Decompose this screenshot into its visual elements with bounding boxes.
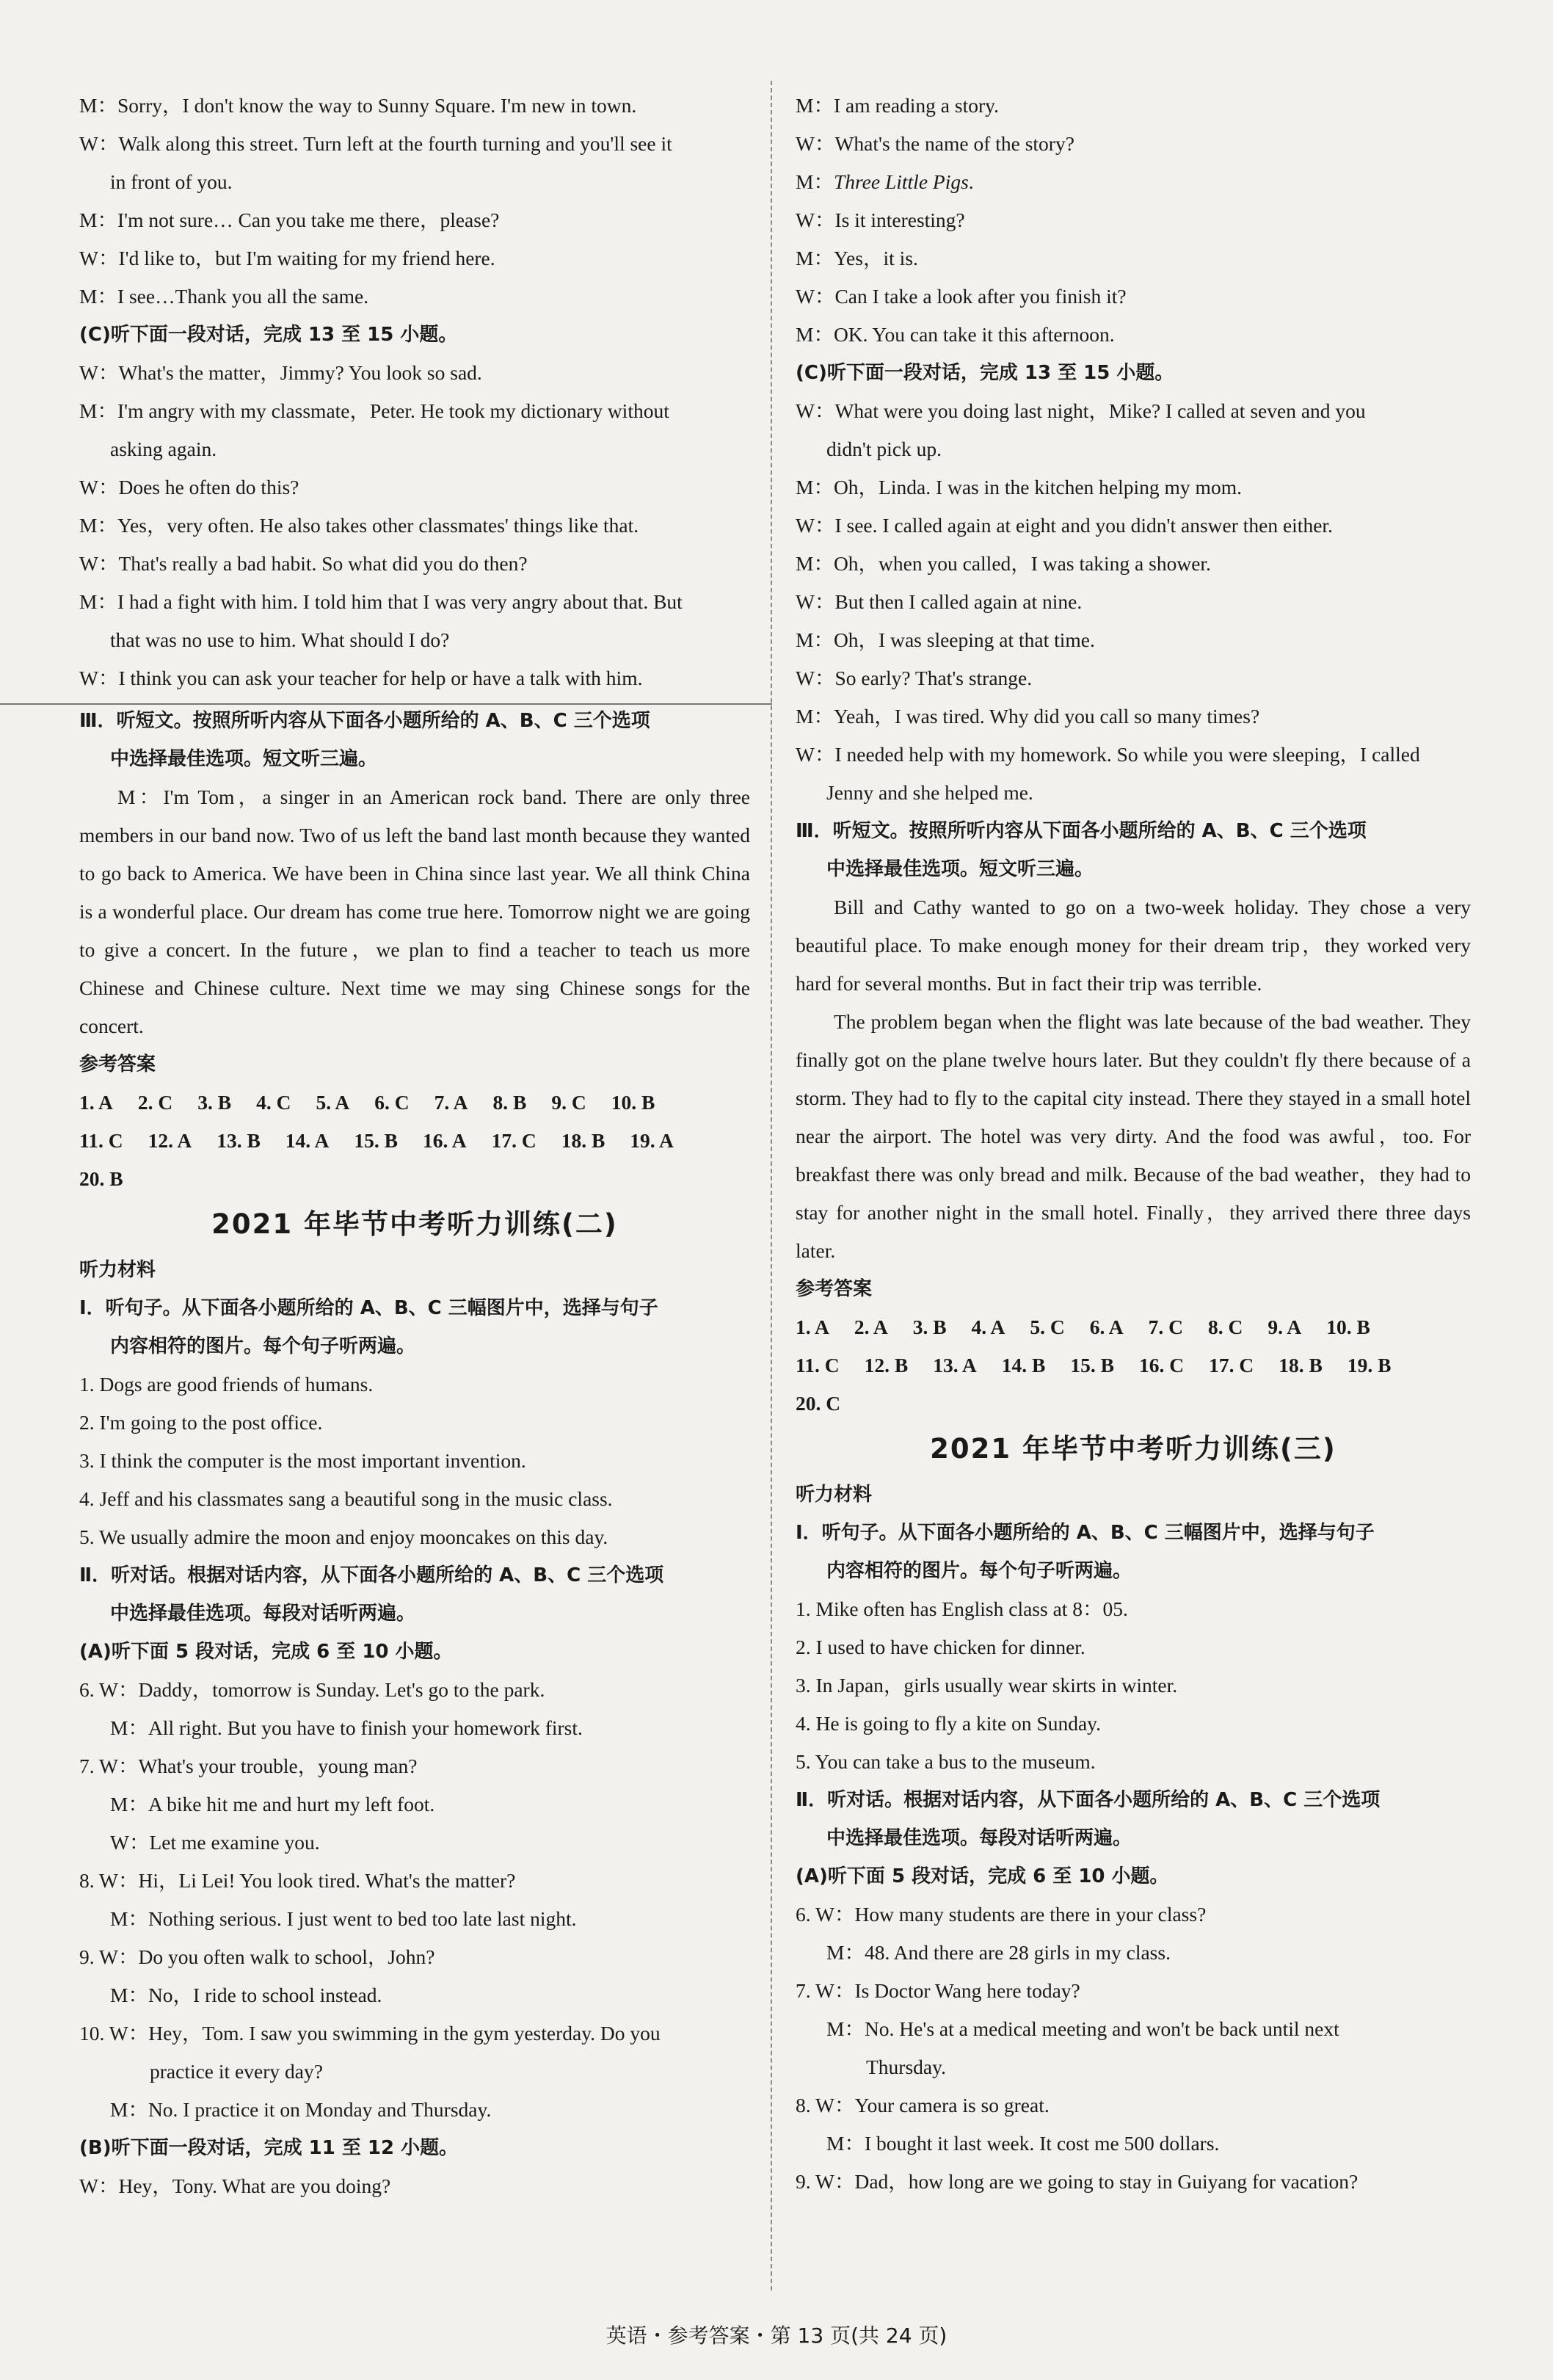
dialog-line: M：All right. But you have to finish your homework first. [110, 1716, 583, 1739]
answer-item: 10. B [1326, 1316, 1370, 1338]
sentence-item: 1. Dogs are good friends of humans. [79, 1373, 374, 1396]
answer-item: 3. B [912, 1316, 947, 1338]
dialog-line: W：Hey，Tony. What are you doing? [79, 2174, 391, 2197]
answer-item: 12. B [864, 1354, 909, 1376]
answer-item: 7. A [434, 1091, 468, 1114]
listening-passage: Bill and Cathy wanted to go on a two-week holiday. They chose a very beautiful place. To make enough money for their dream trip，they worked very hard for several months. But in fact their trip was terrible. [796, 896, 1471, 995]
materials-label: 听力材料 [79, 1259, 156, 1281]
dialog-line: W：Can I take a look after you finish it? [796, 285, 1127, 308]
dialog-line: W：I see. I called again at eight and you didn't answer then either. [796, 514, 1333, 537]
dialog-line: M：I am reading a story. [796, 94, 999, 117]
dialog-line: 8. W：Your camera is so great. [796, 2094, 1050, 2116]
right-column [796, 87, 1471, 2201]
section-title: 2021 年毕节中考听力训练(二) [211, 1208, 618, 1240]
sentence-item: 4. Jeff and his classmates sang a beautiful song in the music class. [79, 1487, 613, 1510]
answer-item: 5. C [1030, 1316, 1065, 1338]
sentence-item: 2. I'm going to the post office. [79, 1411, 323, 1434]
answer-item: 10. B [611, 1091, 655, 1114]
dialog-line: 9. W：Do you often walk to school，John? [79, 1945, 435, 1968]
section-title: 2021 年毕节中考听力训练(三) [930, 1433, 1336, 1465]
dialog-line: M：A bike hit me and hurt my left foot. [110, 1793, 435, 1815]
part-heading: 中选择最佳选项。短文听三遍。 [110, 748, 378, 770]
sentence-item: 3. I think the computer is the most important invention. [79, 1449, 526, 1472]
dialog-line: W：But then I called again at nine. [796, 590, 1083, 613]
answer-item: 5. A [316, 1091, 350, 1114]
answer-item: 4. C [256, 1091, 291, 1114]
dialog-line: W：I needed help with my homework. So while you were sleeping，I called [796, 743, 1420, 766]
answer-item: 1. A [79, 1091, 113, 1114]
answer-item: 2. C [137, 1091, 173, 1114]
answers-row [796, 1308, 1471, 1346]
answer-item: 17. C [1209, 1354, 1254, 1376]
dialog-line: W：I'd like to，but I'm waiting for my friend here. [79, 247, 495, 269]
answer-item: 9. C [551, 1091, 586, 1114]
dialog-line: W：What were you doing last night，Mike? I called at seven and you [796, 399, 1366, 422]
sentence-item: 4. He is going to fly a kite on Sunday. [796, 1712, 1102, 1735]
dialog-line: 8. W：Hi，Li Lei! You look tired. What's the matter? [79, 1869, 516, 1892]
dialog-line: W：That's really a bad habit. So what did you do then? [79, 552, 528, 575]
dialog-line: Jenny and she helped me. [826, 781, 1033, 804]
dialog-line: M：Yeah，I was tired. Why did you call so many times? [796, 705, 1260, 728]
dialog-line: 7. W：Is Doctor Wang here today? [796, 1979, 1080, 2002]
dialog-line: M：Oh，Linda. I was in the kitchen helping my mom. [796, 476, 1242, 498]
answers-row [796, 1385, 1471, 1423]
dialog-line: W：I think you can ask your teacher for help or have a talk with him. [79, 667, 643, 689]
answer-item: 20. B [79, 1167, 123, 1190]
speaker-prefix: M： [796, 170, 834, 193]
answer-item: 7. C [1148, 1316, 1183, 1338]
answer-item: 6. C [374, 1091, 410, 1114]
dialog-line: didn't pick up. [826, 438, 942, 460]
part-heading: Ⅱ．听对话。根据对话内容，从下面各小题所给的 A、B、C 三个选项 [79, 1564, 664, 1586]
section-heading: (A)听下面 5 段对话，完成 6 至 10 小题。 [796, 1865, 1169, 1887]
dialog-line [796, 163, 1471, 201]
answer-item: 13. B [217, 1129, 261, 1152]
answer-item: 15. B [354, 1129, 398, 1152]
answer-item: 20. C [796, 1392, 841, 1415]
answer-item: 4. A [971, 1316, 1005, 1338]
dialog-line: 10. W：Hey，Tom. I saw you swimming in the gym yesterday. Do you [79, 2022, 661, 2045]
dialog-line: W：So early? That's strange. [796, 667, 1033, 689]
dialog-line: M：Oh，I was sleeping at that time. [796, 628, 1095, 651]
sentence-item: 5. You can take a bus to the museum. [796, 1750, 1096, 1773]
answer-item: 16. C [1138, 1354, 1185, 1376]
dialog-line: M：No. I practice it on Monday and Thursday. [110, 2098, 492, 2121]
dialog-line: M：Yes，very often. He also takes other classmates' things like that. [79, 514, 639, 537]
section-heading: (A)听下面 5 段对话，完成 6 至 10 小题。 [79, 1641, 453, 1663]
answer-item: 17. C [491, 1129, 537, 1152]
answer-item: 16. A [422, 1129, 467, 1152]
part-heading: Ⅲ．听短文。按照所听内容从下面各小题所给的 A、B、C 三个选项 [796, 820, 1367, 842]
answer-item: 8. B [492, 1091, 527, 1114]
dialog-line: in front of you. [110, 170, 233, 193]
column-divider [771, 81, 772, 2290]
answer-item: 19. B [1347, 1354, 1392, 1376]
dialog-line: M：Oh，when you called，I was taking a shower. [796, 552, 1211, 575]
answer-item: 6. A [1089, 1316, 1124, 1338]
dialog-line: asking again. [110, 438, 217, 460]
part-heading: 中选择最佳选项。短文听三遍。 [826, 858, 1094, 880]
dialog-line: M：No. He's at a medical meeting and won't be back until next [826, 2017, 1339, 2040]
story-title: Three Little Pigs [833, 170, 969, 193]
dialog-line: M：Sorry，I don't know the way to Sunny Square. I'm new in town. [79, 94, 637, 117]
section-heading: (C)听下面一段对话，完成 13 至 15 小题。 [79, 324, 458, 346]
answer-item: 14. A [285, 1129, 330, 1152]
answers-row [796, 1346, 1471, 1385]
answers-row [79, 1122, 750, 1160]
sentence-item: 2. I used to have chicken for dinner. [796, 1636, 1085, 1658]
dialog-line: W：Let me examine you. [110, 1831, 320, 1854]
answer-item: 2. A [854, 1316, 888, 1338]
sentence-item: 5. We usually admire the moon and enjoy mooncakes on this day. [79, 1525, 608, 1548]
punctuation: . [968, 170, 974, 193]
part-heading: 中选择最佳选项。每段对话听两遍。 [110, 1603, 416, 1625]
dialog-line: M：Nothing serious. I just went to bed too late last night. [110, 1907, 577, 1930]
answers-label: 参考答案 [796, 1278, 873, 1300]
dialog-line: 7. W：What's your trouble，young man? [79, 1755, 418, 1777]
part-heading: 内容相符的图片。每个句子听两遍。 [826, 1560, 1132, 1582]
answer-item: 14. B [1001, 1354, 1046, 1376]
part-heading: Ⅱ．听对话。根据对话内容，从下面各小题所给的 A、B、C 三个选项 [796, 1789, 1381, 1811]
part-heading: Ⅰ．听句子。从下面各小题所给的 A、B、C 三幅图片中，选择与句子 [79, 1297, 658, 1319]
dialog-line: M：Yes，it is. [796, 247, 918, 269]
dialog-line: M：I'm angry with my classmate，Peter. He took my dictionary without [79, 399, 669, 422]
dialog-line: 9. W：Dad，how long are we going to stay in Guiyang for vacation? [796, 2170, 1359, 2193]
part-heading: 中选择最佳选项。每段对话听两遍。 [826, 1827, 1132, 1849]
dialog-line: W：Is it interesting? [796, 208, 965, 231]
dialog-line: M：I bought it last week. It cost me 500 dollars. [826, 2132, 1220, 2155]
dialog-line: M：48. And there are 28 girls in my class. [826, 1941, 1171, 1964]
answer-item: 19. A [630, 1129, 674, 1152]
dialog-line: Thursday. [866, 2056, 946, 2078]
page-footer: 英语・参考答案・第 13 页(共 24 页) [605, 2323, 948, 2348]
dialog-line: M：I had a fight with him. I told him that I was very angry about that. But [79, 590, 683, 613]
part-heading: Ⅰ．听句子。从下面各小题所给的 A、B、C 三幅图片中，选择与句子 [796, 1522, 1375, 1544]
answer-item: 11. C [79, 1129, 123, 1152]
dialog-line: W：What's the name of the story? [796, 132, 1074, 155]
answers-row [79, 1084, 750, 1122]
answer-item: 9. A [1268, 1316, 1302, 1338]
answers-label: 参考答案 [79, 1053, 156, 1075]
answer-item: 8. C [1207, 1316, 1243, 1338]
dialog-line: W：Walk along this street. Turn left at the fourth turning and you'll see it [79, 132, 672, 155]
dialog-line: M：No，I ride to school instead. [110, 1984, 382, 2006]
answer-item: 18. B [1279, 1354, 1323, 1376]
left-column [79, 87, 750, 2205]
dialog-line: W：What's the matter，Jimmy? You look so sad. [79, 361, 482, 384]
answers-row [79, 1160, 750, 1198]
dialog-line: 6. W：How many students are there in your class? [796, 1903, 1207, 1926]
part-heading: 内容相符的图片。每个句子听两遍。 [110, 1335, 416, 1357]
answer-item: 11. C [796, 1354, 840, 1376]
listening-passage: The problem began when the flight was late because of the bad weather. They finally got on the plane twelve hours later. But they couldn't fly there because of a storm. They had to fly to the capital city instead. There they stayed in a small hotel near the airport. The hotel was very dirty. And the food was awful，too. For breakfast there was only bread and milk. Because of the bad weather，they had to stay for another night in the small hotel. Finally，they arrived there three days later. [796, 1010, 1471, 1262]
section-heading: (C)听下面一段对话，完成 13 至 15 小题。 [796, 362, 1174, 384]
dialog-line: practice it every day? [150, 2060, 323, 2083]
dialog-line: M：I see…Thank you all the same. [79, 285, 369, 308]
answer-item: 1. A [796, 1316, 829, 1338]
dialog-line: M：I'm not sure… Can you take me there，please? [79, 208, 500, 231]
dialog-line: that was no use to him. What should I do? [110, 628, 450, 651]
section-heading: (B)听下面一段对话，完成 11 至 12 小题。 [79, 2137, 459, 2159]
part-heading: Ⅲ．听短文。按照所听内容从下面各小题所给的 A、B、C 三个选项 [79, 710, 650, 732]
dialog-line: M：OK. You can take it this afternoon. [796, 323, 1115, 346]
answer-item: 15. B [1070, 1354, 1114, 1376]
materials-label: 听力材料 [796, 1484, 873, 1506]
dialog-line: 6. W：Daddy，tomorrow is Sunday. Let's go to the park. [79, 1678, 545, 1701]
answer-item: 12. A [148, 1129, 192, 1152]
answer-item: 13. A [933, 1354, 977, 1376]
sentence-item: 3. In Japan，girls usually wear skirts in winter. [796, 1674, 1178, 1697]
dialog-line: W：Does he often do this? [79, 476, 299, 498]
answer-item: 18. B [561, 1129, 605, 1152]
listening-passage: M：I'm Tom，a singer in an American rock band. There are only three members in our band now. Two of us left the band last month because they wanted to go back to America. We have been in China since last year. We all think China is a wonderful place. Our dream has come true here. Tomorrow night we are going to give a concert. In the future，we plan to find a teacher to teach us more Chinese and Chinese culture. Next time we may sing Chinese songs for the concert. [79, 786, 750, 1037]
sentence-item: 1. Mike often has English class at 8：05. [796, 1597, 1128, 1620]
answer-item: 3. B [197, 1091, 232, 1114]
